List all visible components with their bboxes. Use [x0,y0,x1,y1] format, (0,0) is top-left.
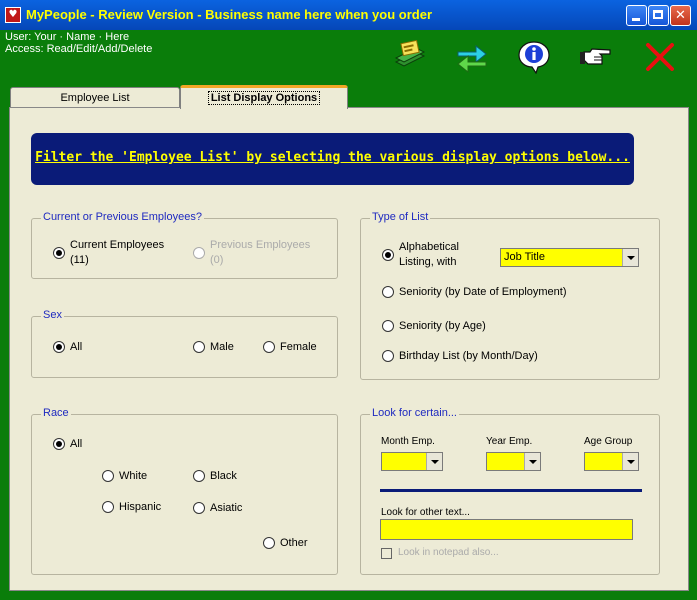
previous-employees-radio[interactable] [193,247,205,259]
previous-employees-count: (0) [210,254,224,266]
chevron-down-icon[interactable] [426,453,442,470]
race-asiatic-radio[interactable] [193,502,205,514]
window-title: MyPeople - Review Version - Business name here when you order [26,7,433,22]
look-for-group-label: Look for certain... [372,407,457,419]
divider [380,489,642,492]
access-label: Access: Read/Edit/Add/Delete [5,43,153,55]
minimize-button[interactable] [626,5,647,26]
close-x-icon[interactable] [642,40,678,74]
month-emp-label: Month Emp. [381,436,435,447]
filter-banner [31,133,634,185]
age-group-label: Age Group [584,436,633,447]
current-employees-label: Current Employees [70,239,165,251]
chevron-down-icon[interactable] [524,453,540,470]
race-other-label: Other [280,537,308,549]
seniority-age-label: Seniority (by Age) [399,320,486,332]
filter-banner-text: Filter the 'Employee List' by selecting the various display options below... [35,150,630,165]
year-emp-select[interactable] [486,452,541,471]
sex-group-label: Sex [43,309,62,321]
type-of-list-group-label: Type of List [372,211,429,223]
race-black-radio[interactable] [193,470,205,482]
sort-field-select[interactable] [500,248,639,267]
sex-female-radio[interactable] [263,341,275,353]
year-emp-label: Year Emp. [486,436,533,447]
race-white-radio[interactable] [102,470,114,482]
pointing-hand-icon[interactable] [578,40,614,74]
maximize-icon [653,10,663,19]
chevron-down-icon[interactable] [622,249,638,266]
seniority-age-radio[interactable] [382,320,394,332]
look-in-notepad-checkbox[interactable] [381,548,392,559]
swap-arrows-icon[interactable] [454,40,490,74]
race-hispanic-radio[interactable] [102,501,114,513]
minimize-icon [632,18,640,21]
race-asiatic-label: Asiatic [210,502,243,514]
alphabetical-listing-radio[interactable] [382,249,394,261]
chevron-down-icon[interactable] [622,453,638,470]
money-icon[interactable] [392,40,428,74]
sex-male-label: Male [210,341,234,353]
birthday-list-label: Birthday List (by Month/Day) [399,350,538,362]
sex-all-radio[interactable] [53,341,65,353]
race-white-label: White [119,470,148,482]
alphabetical-listing-label: Alphabetical [399,241,459,253]
title-bar[interactable] [0,0,697,30]
race-other-radio[interactable] [263,537,275,549]
sex-female-label: Female [280,341,317,353]
race-black-label: Black [210,470,237,482]
sort-field-value: Job Title [504,251,545,263]
close-icon: ✕ [675,8,686,23]
seniority-date-label: Seniority (by Date of Employment) [399,286,567,298]
close-button[interactable] [670,5,691,26]
month-emp-select[interactable] [381,452,443,471]
employees-group-label: Current or Previous Employees? [43,211,202,223]
race-all-label: All [70,438,83,450]
alphabetical-listing-with-label: Listing, with [399,256,457,268]
other-text-label: Look for other text... [381,507,470,518]
info-icon[interactable] [516,40,552,74]
race-all-radio[interactable] [53,438,65,450]
sex-all-label: All [70,341,83,353]
race-group-label: Race [43,407,69,419]
previous-employees-label: Previous Employees [210,239,311,251]
seniority-date-radio[interactable] [382,286,394,298]
maximize-button[interactable] [648,5,669,26]
current-employees-count: (11) [70,254,89,266]
tab-list-display-options[interactable] [180,85,348,109]
current-employees-radio[interactable] [53,247,65,259]
tab-employee-list[interactable] [10,87,180,109]
sex-male-radio[interactable] [193,341,205,353]
race-hispanic-label: Hispanic [119,501,162,513]
look-in-notepad-label: Look in notepad also... [398,547,499,558]
birthday-list-radio[interactable] [382,350,394,362]
age-group-select[interactable] [584,452,639,471]
tab-list-display-options-label: List Display Options [208,91,320,105]
other-text-input[interactable] [380,519,633,540]
app-icon[interactable]: ♥ [5,7,21,23]
user-name-label: User: Your · Name · Here [5,31,130,43]
tab-employee-list-label: Employee List [60,92,130,104]
